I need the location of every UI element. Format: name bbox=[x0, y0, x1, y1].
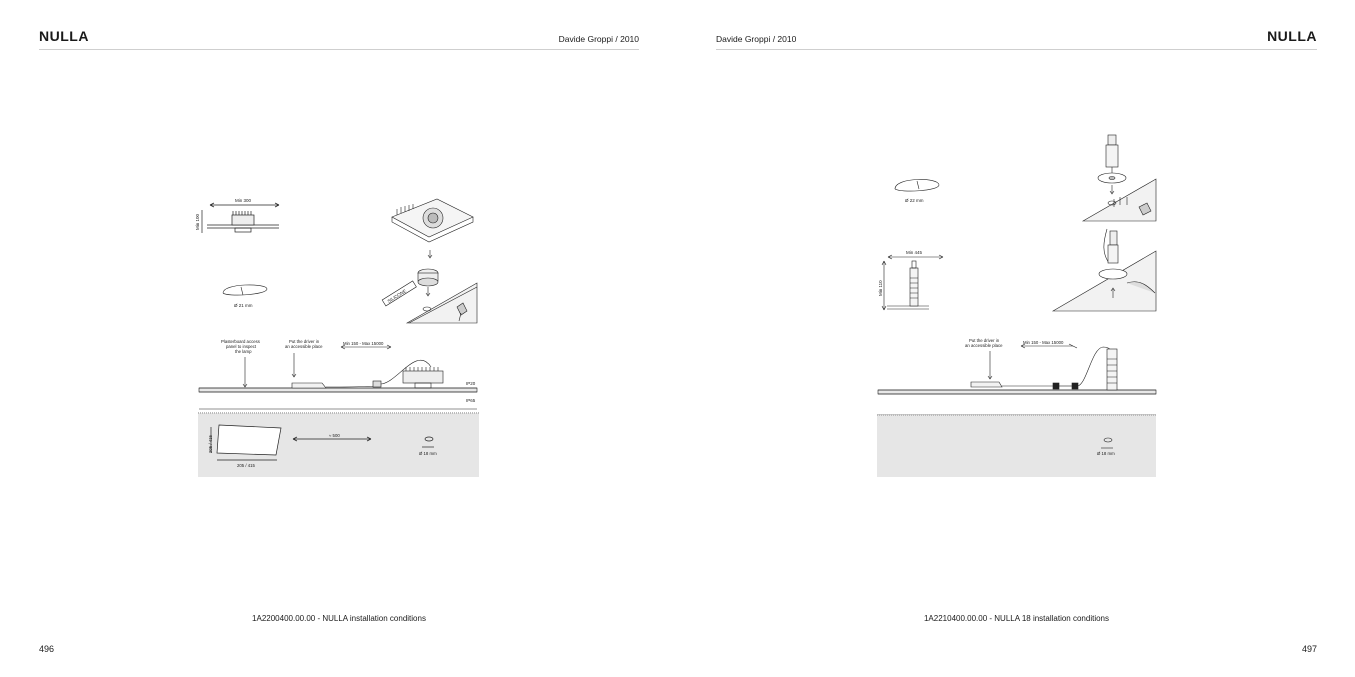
label-driver-2-18: an accessible place bbox=[965, 343, 1003, 348]
hole-22-diagram bbox=[895, 179, 939, 191]
right-page-number: 497 bbox=[1301, 644, 1317, 654]
silicone-tube bbox=[382, 281, 416, 306]
left-page-number: 496 bbox=[39, 644, 55, 654]
label-panel-width: 205 / 415 bbox=[237, 463, 255, 468]
label-ip65: IP65 bbox=[466, 398, 476, 403]
label-access-panel-2: panel to inspect bbox=[226, 344, 257, 349]
right-header-rule bbox=[716, 49, 1317, 50]
label-spacing: ≈ 500 bbox=[329, 433, 340, 438]
label-access-panel-1: Plasterboard access bbox=[221, 339, 260, 344]
label-hole-18: Ø 18 mm bbox=[419, 451, 437, 456]
label-access-panel-3: the lamp bbox=[235, 349, 252, 354]
right-page-author: Davide Groppi / 2010 bbox=[716, 34, 797, 44]
left-page-title: NULLA bbox=[39, 28, 89, 44]
left-header-rule bbox=[39, 49, 639, 50]
left-installation-diagram bbox=[197, 195, 479, 480]
fixture-iso-view bbox=[392, 199, 473, 258]
silicone-detail bbox=[407, 269, 477, 323]
section-view bbox=[199, 345, 477, 409]
label-cable-length-18: Min 150 - Max 15000 bbox=[1023, 340, 1064, 345]
label-hole-18-right: Ø 18 mm bbox=[1097, 451, 1115, 456]
label-driver-1-18: Put the driver in bbox=[969, 338, 1000, 343]
clearance-diagram-18 bbox=[882, 255, 943, 310]
label-panel-height: 205 / 415 bbox=[208, 435, 213, 453]
label-min-100: Min 100 bbox=[195, 213, 200, 230]
label-ip20: IP20 bbox=[466, 381, 476, 386]
label-min-300: Min 300 bbox=[235, 198, 252, 203]
left-page-caption: 1A2200400.00.00 - NULLA installation conditions bbox=[252, 614, 426, 623]
label-min-110: Min 110 bbox=[878, 280, 883, 296]
label-hole-22: Ø 22 mm bbox=[905, 198, 924, 203]
left-page-author: Davide Groppi / 2010 bbox=[558, 34, 639, 44]
section-view-18 bbox=[878, 344, 1156, 415]
label-min-445: Min 445 bbox=[906, 250, 923, 255]
right-page-caption: 1A2210400.00.00 - NULLA 18 installation conditions bbox=[923, 614, 1110, 623]
label-driver-1: Put the driver in bbox=[289, 339, 320, 344]
right-installation-diagram bbox=[877, 133, 1159, 478]
fixture-install-top bbox=[1083, 135, 1156, 221]
right-page-title: NULLA bbox=[1267, 28, 1317, 44]
fixture-install-middle bbox=[1053, 229, 1156, 311]
label-driver-2: an accessible place bbox=[285, 344, 323, 349]
label-cable-length: Min 150 - Max 15000 bbox=[343, 341, 384, 346]
right-page bbox=[678, 0, 1355, 677]
label-silicone: SILICONE bbox=[386, 288, 408, 304]
hole-21-diagram bbox=[223, 285, 267, 295]
left-page bbox=[0, 0, 677, 677]
ceiling-panel-area-18 bbox=[877, 415, 1156, 477]
clearance-diagram bbox=[202, 203, 279, 233]
label-hole-21: Ø 21 mm bbox=[234, 303, 253, 308]
